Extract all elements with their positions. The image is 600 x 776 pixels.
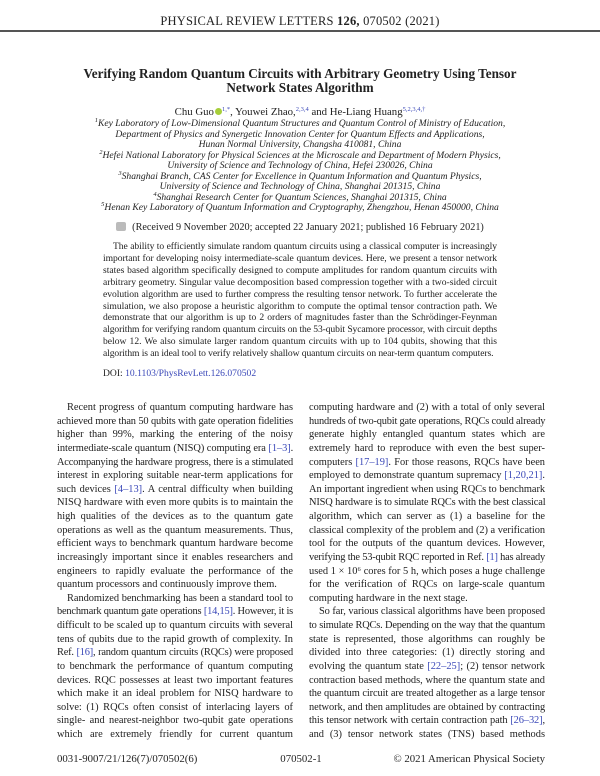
citation-link[interactable]: [17–19]	[355, 456, 389, 468]
author-affiliation-marks[interactable]: 5,2,3,4,†	[402, 106, 426, 113]
author-name: Chu Guo	[174, 106, 214, 118]
body-text-line: evolving the quantum state [22–25]; (2) tensor network	[309, 660, 545, 672]
body-text-line: interest in exploring suitable near-term applications for	[57, 470, 293, 482]
journal-name: PHYSICAL REVIEW LETTERS	[160, 14, 334, 28]
body-text-line: extremely hard to reproduce with even the best super-	[309, 442, 545, 454]
affiliation-text: Department of Physics and Synergetic Innovation Center for Quantum Effects and Applications,	[115, 128, 485, 140]
body-text-line: computing hardware and (2) with a total of only several	[309, 402, 545, 413]
body-text-line: classical complexity of the problem and (2) a verification	[309, 524, 545, 536]
body-text-line: quantum processors and continuously improve them.	[57, 579, 277, 591]
body-text-line: divided into three categories: (1) directly storing and	[309, 647, 545, 659]
body-text-line: and (3) tensor network states (TNS) based methods	[309, 729, 545, 740]
body-text-line: benchmark quantum gate operations [14,15]. However, it is	[57, 606, 293, 618]
body-text-line: hundreds of two-qubit gate operations, RQCs could already	[309, 415, 546, 427]
body-text-line: operations as well as the quantum measurements. Thus,	[57, 524, 293, 536]
body-text-line: Recent progress of quantum computing hardware has	[67, 402, 293, 413]
body-text-line: the quantum circuit are treated altogether as a large tensor	[309, 688, 545, 700]
body-text-line: intermediate-scale quantum (NISQ) computing era [1–3].	[57, 442, 294, 454]
affiliation-number: 3	[118, 169, 122, 177]
abstract-line: demonstrate that our algorithm is up to 2 orders of magnitudes faster than the Schrödinger-Feynman	[103, 312, 497, 324]
affiliation-text: University of Science and Technology of China, Shanghai 201315, China	[159, 181, 441, 192]
abstract-line: states based algorithm specifically designed to compute amplitudes for random quantum circuits with	[103, 264, 497, 276]
body-text-line: Randomized benchmarking has been a standard tool to	[67, 592, 293, 604]
body-text-line: Accompanying the hardware progress, there is a stimulated	[57, 456, 293, 468]
body-text-line: difficult to be scaled up to quantum circuits with several	[57, 620, 293, 631]
body-text-line: higher than 99%, marking the entering of the noisy	[57, 429, 293, 441]
header-rule	[0, 30, 600, 32]
author-affiliation-marks[interactable]: 2,3,4	[295, 106, 309, 113]
paper-title	[40, 67, 560, 94]
affiliation-text: Henan Key Laboratory of Quantum Information and Cryptography, Zhengzhou, Henan 450000, China	[104, 202, 499, 213]
body-text-line: tool for the outputs of the quantum devices. However,	[309, 538, 545, 550]
doi	[103, 368, 256, 380]
body-text-line: NISQ hardware with even more qubits is to maintain the	[57, 497, 293, 509]
body-text-line: used 1 × 10⁶ cores for 5 h, which poses a huge challenge	[309, 565, 545, 577]
citation-link[interactable]: [22–25]	[427, 660, 461, 672]
affiliations	[0, 119, 600, 214]
affiliation-number: 1	[94, 117, 98, 124]
body-text-line: employed to demonstrate quantum supremacy [1,20,21].	[309, 470, 545, 482]
abstract-line: The ability to efficiently simulate random quantum circuits using a classical computer is increasingly	[113, 241, 497, 252]
abstract	[103, 241, 497, 360]
abstract-line: simulation, we also propose a heuristic algorithm to compute the optimal tensor contraction path. We	[103, 300, 497, 312]
body-text-line: solve: (1) RQCs often consist of interlacing layers of	[57, 701, 293, 713]
body-text-line: efficient ways to benchmark quantum hardware become	[57, 538, 293, 550]
body-text-line: achieved more than 50 qubits with gate operation fidelities	[57, 415, 293, 427]
copyright: © 2021 American Physical Society	[393, 753, 545, 765]
body-text-line: So far, various classical algorithms have been proposed	[319, 606, 545, 618]
citation-link[interactable]: [26–32]	[510, 715, 543, 727]
title-line: Verifying Random Quantum Circuits with Arbitrary Geometry Using Tensor	[83, 66, 517, 81]
author-separator: and	[308, 106, 330, 118]
author-list	[0, 106, 600, 118]
body-text-line: generate highly entangled quantum states which are	[309, 429, 545, 441]
body-text-line: which are extremely friendly for current quantum	[57, 729, 293, 740]
body-text-line: single- and nearest-neighbor two-qubit gate operations	[57, 715, 293, 727]
affiliation-text: Shanghai Research Center for Quantum Sciences, Shanghai 201315, China	[156, 191, 447, 203]
affiliation-text: Key Laboratory of Low-Dimensional Quantum Structures and Quantum Control of Ministry of Education,	[97, 118, 506, 129]
citation-link[interactable]: [1–3]	[268, 442, 291, 454]
body-column-right	[309, 401, 545, 742]
body-text-line: engineers to rapidly evaluate the performance of the	[57, 565, 293, 577]
page-number: 070502-1	[280, 753, 322, 765]
affiliation-text: Shanghai Branch, CAS Center for Excellence in Quantum Information and Quantum Physics,	[121, 170, 482, 182]
body-text-line: NISQ hardware is to simulate RQCs with the best classical	[309, 497, 546, 509]
citation-link[interactable]: [16]	[76, 647, 93, 659]
orcid-icon[interactable]	[215, 108, 222, 115]
body-text-line: to simulate RQCs. Depending on the way that the quantum	[309, 620, 545, 631]
body-text-line: state is represented, those algorithms can roughly be	[309, 633, 545, 645]
body-text-line: this tensor network with certain contraction path [26–32],	[309, 715, 545, 727]
abstract-line: algorithm is an ideal tool to verify relatively shallow quantum circuits on near-term quantum computers.	[103, 348, 494, 360]
title-line: Network States Algorithm	[226, 79, 374, 95]
body-text-line: to benchmark the performance of quantum computing	[57, 660, 293, 672]
affiliation-text: University of Science and Technology of China, Hefei 230026, China	[167, 160, 433, 171]
affiliation-text: Hunan Normal University, Changsha 410081, China	[198, 139, 402, 150]
doi-link[interactable]: 10.1103/PhysRevLett.126.070502	[125, 368, 257, 379]
body-text-line: increasingly important since it enables researchers and	[57, 551, 293, 563]
author-name: Youwei Zhao,	[235, 106, 296, 118]
crossmark-icon[interactable]	[116, 222, 126, 231]
running-head	[0, 14, 600, 29]
body-text-line: algorithm, which can server as (1) a baseline for the	[309, 511, 545, 522]
citation-link[interactable]: [1]	[486, 551, 498, 563]
doi-label: DOI:	[103, 368, 123, 379]
abstract-line: evolution algorithm are used to further compress the resulting tensor network. To further accelerate the	[103, 288, 497, 300]
author-separator: ,	[230, 106, 236, 118]
body-text-line: which make it an ideal problem for NISQ hardware to	[57, 688, 293, 700]
author-affiliation-marks[interactable]: 1,*	[221, 106, 231, 113]
abstract-line: algorithm for verifying random quantum circuits on the 53-qubit Sycamore processor, with circuit depths	[103, 324, 497, 336]
abstract-line: important for developing noisy intermediate-scale quantum devices. Here, we present a tensor network	[103, 252, 497, 264]
body-text-line: contraction based methods, where the quantum state and	[309, 674, 545, 686]
affiliation-number: 2	[99, 148, 103, 156]
body-column-left	[57, 401, 293, 742]
volume: 126,	[337, 14, 360, 28]
body-text-line: computers [17–19]. For those reasons, RQCs have been	[309, 456, 545, 468]
body-text-line: Ref. [16], random quantum circuits (RQCs) were proposed	[57, 647, 293, 659]
body-text-line: for the verification of RQCs on large-scale quantum	[309, 579, 545, 591]
received-text: (Received 9 November 2020; accepted 22 January 2021; published 16 February 2021)	[132, 222, 484, 233]
body-text-line: An important ingredient when using RQCs to benchmark	[309, 483, 545, 495]
abstract-line: below 12. We also simulate larger random quantum circuits with up to 104 qubits, showing that this	[103, 336, 497, 348]
body-text-line: verifying the 53-qubit RQC reported in Ref. [1] has already	[309, 551, 545, 563]
affiliation-line	[0, 203, 600, 214]
citation-link[interactable]: [4–13]	[114, 483, 143, 495]
affiliation-text: Hefei National Laboratory for Physical Sciences at the Microscale and Department of Modern Physics,	[102, 149, 501, 161]
affiliation-number: 4	[153, 190, 157, 198]
citation-link[interactable]: [14,15]	[203, 606, 233, 618]
footer-code: 0031-9007/21/126(7)/070502(6)	[57, 753, 198, 765]
article-number: 070502 (2021)	[363, 14, 440, 28]
author-name: He-Liang Huang	[329, 106, 403, 118]
received-dates	[0, 222, 600, 233]
body-text-line: high qualities of the devices as to the quantum gate	[57, 511, 293, 522]
abstract-line: arbitrary geometry. Singular value decomposition based compression together with a two-sided circuit	[103, 276, 497, 288]
body-text-line: computing hardware in the next stage.	[309, 592, 468, 604]
body-text-line: devices. RQC possesses at least two important features	[57, 674, 293, 686]
citation-link[interactable]: [1,20,21]	[504, 470, 543, 482]
body-text-line: such devices [4–13]. A central difficulty when building	[57, 483, 293, 495]
affiliation-number: 5	[101, 201, 105, 208]
body-text-line: tens of qubits due to the rapid growth of complexity. In	[57, 633, 293, 645]
body-text-line: network, and then amplitudes are obtained by contracting	[309, 701, 546, 713]
